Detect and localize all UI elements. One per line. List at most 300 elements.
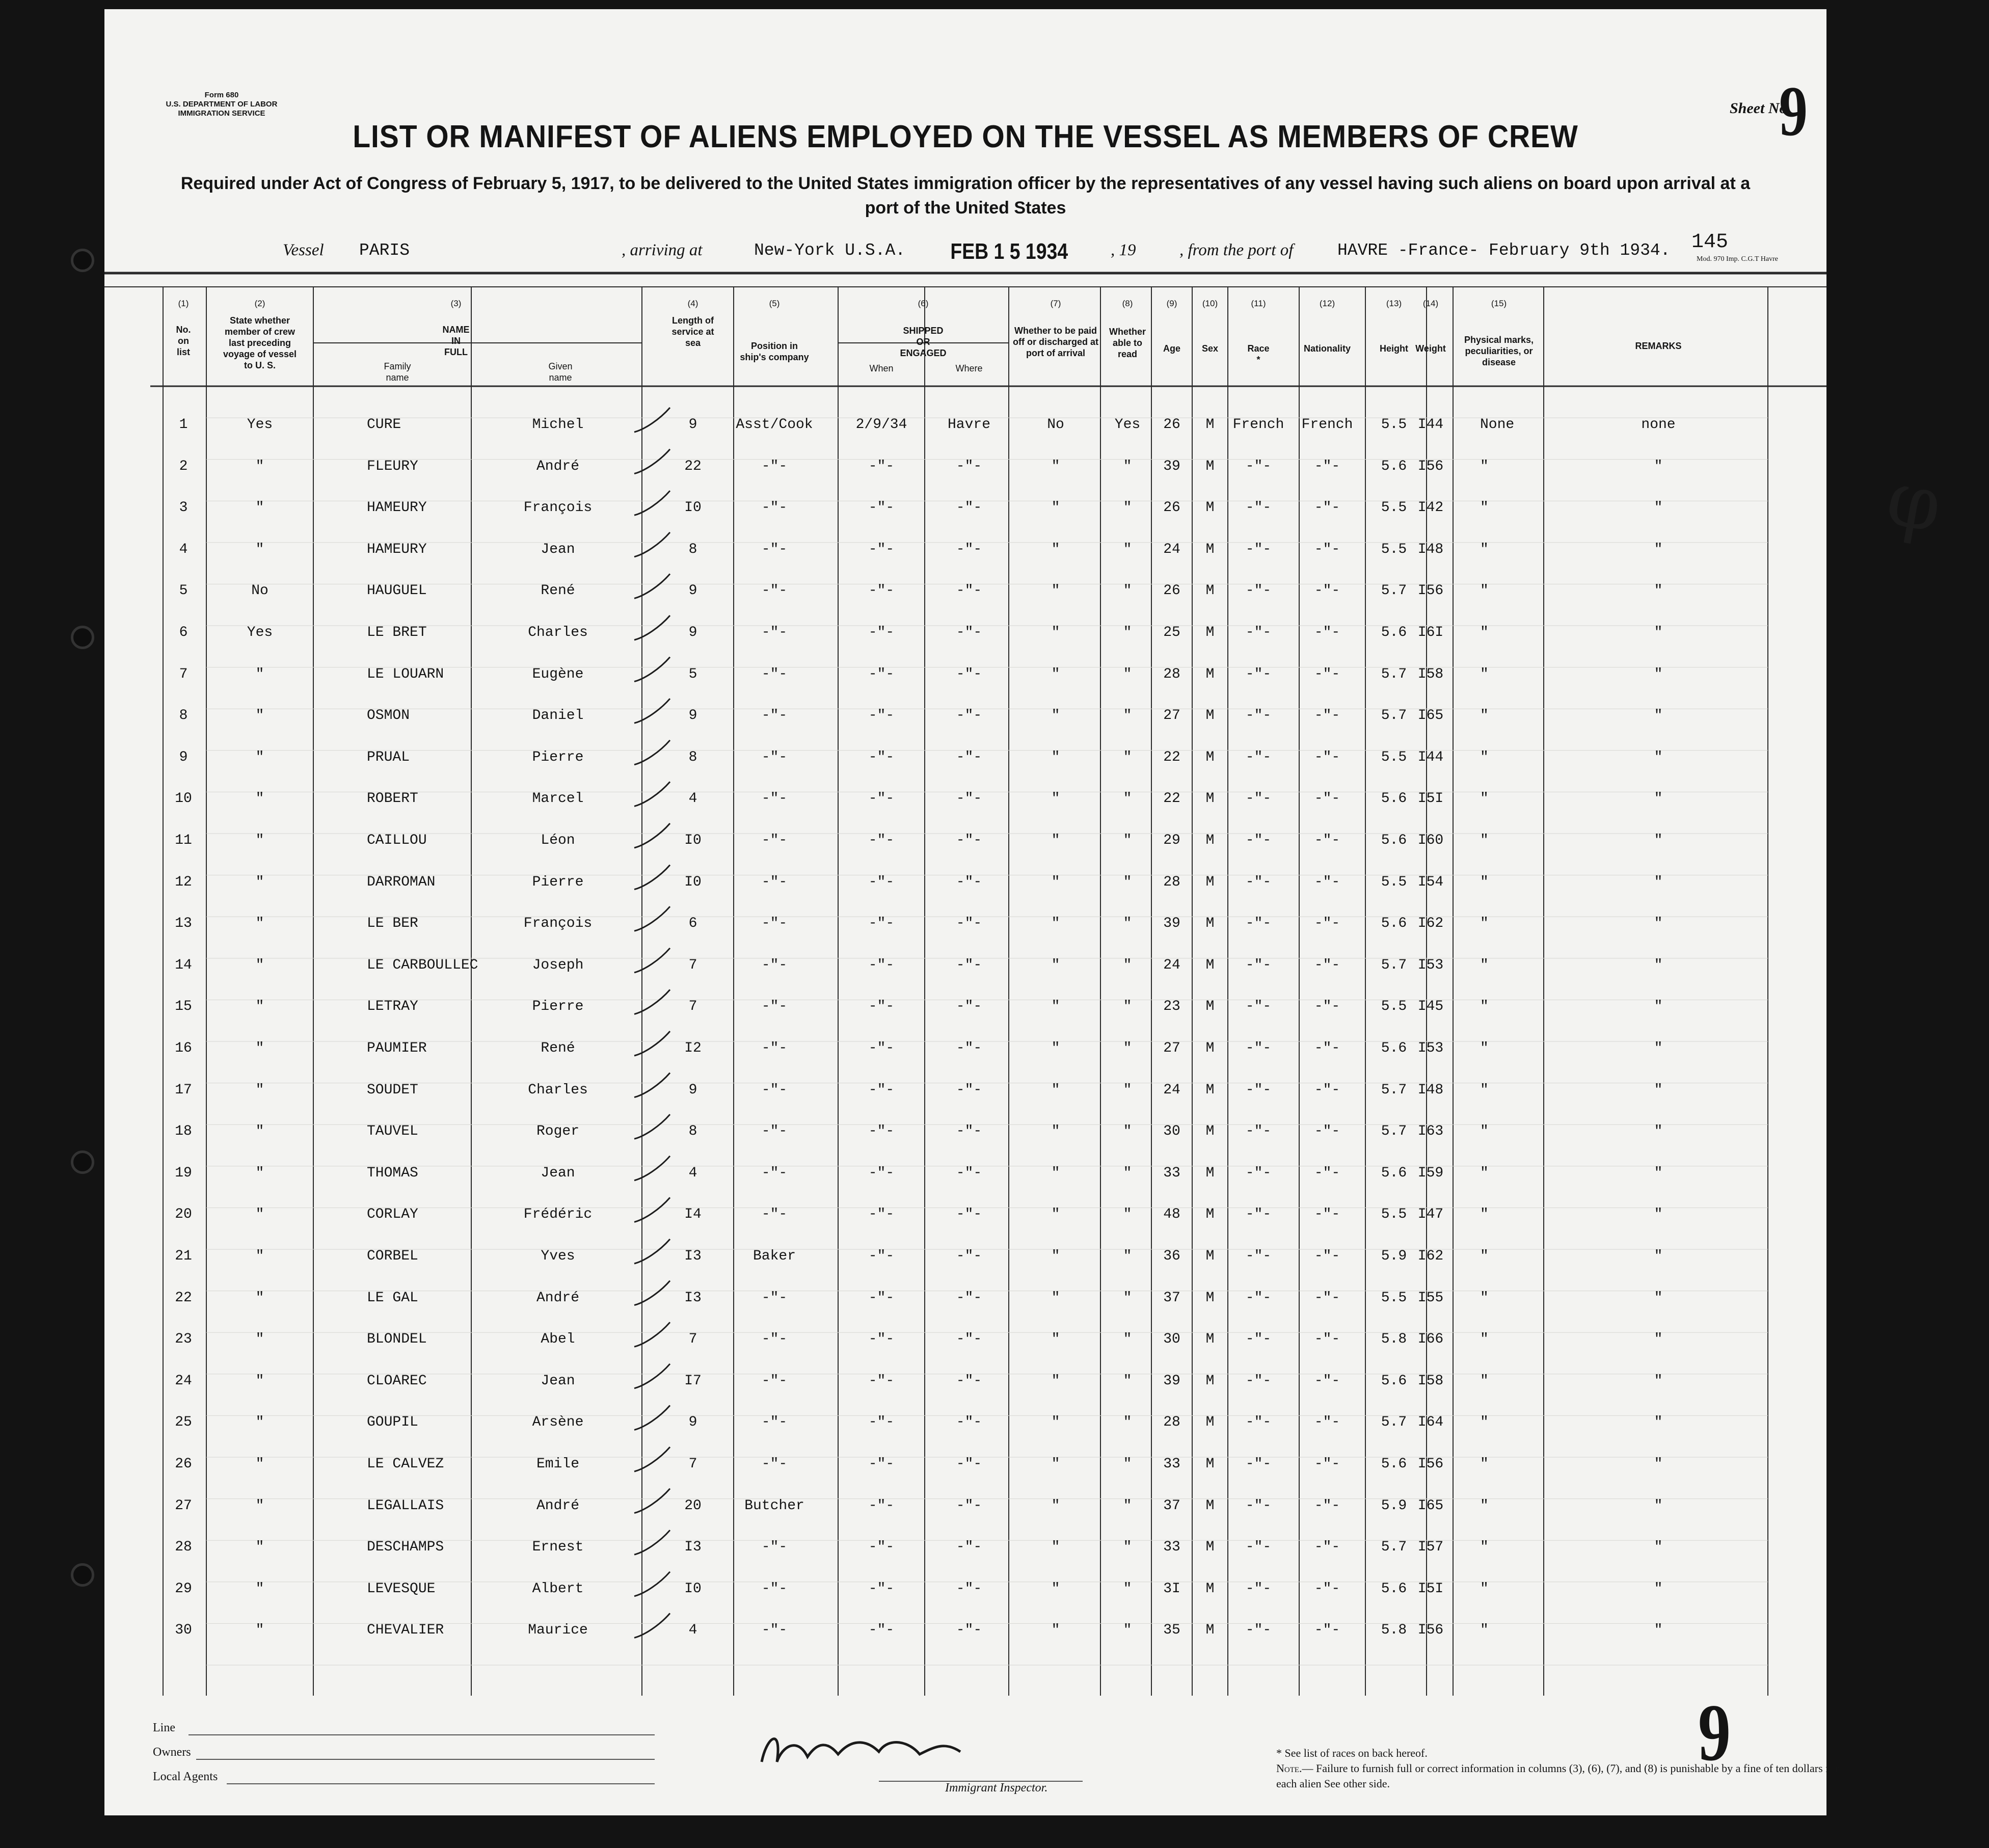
- cell-family: LE CALVEZ: [367, 1456, 444, 1472]
- cell-paid: ": [1051, 1165, 1060, 1181]
- cell-given: Jean: [541, 1373, 575, 1389]
- cell-family: LE GAL: [367, 1290, 418, 1306]
- cell-sex: M: [1205, 417, 1215, 433]
- check-mark: [634, 1489, 670, 1513]
- cell-no: 1: [179, 417, 188, 433]
- cell-paid: ": [1051, 749, 1060, 765]
- cell-marks: ": [1480, 874, 1489, 890]
- cell-weight: I53: [1417, 957, 1444, 973]
- cell-weight: I58: [1417, 1373, 1444, 1389]
- service-name: IMMIGRATION SERVICE: [178, 109, 265, 118]
- cell-when: -"-: [868, 1040, 895, 1056]
- cell-length: I3: [684, 1248, 702, 1264]
- cell-sex: M: [1205, 1248, 1215, 1264]
- cell-nat: -"-: [1314, 1539, 1340, 1556]
- cell-length: 9: [688, 583, 697, 599]
- cell-height: 5.5: [1381, 500, 1407, 516]
- from-port-label: , from the port of: [1179, 241, 1294, 259]
- cell-read: ": [1123, 1207, 1132, 1223]
- cell-paid: ": [1051, 1331, 1060, 1348]
- cell-read: ": [1123, 749, 1132, 765]
- cell-given: Pierre: [532, 874, 584, 890]
- cell-read: ": [1123, 625, 1132, 640]
- cell-read: ": [1123, 583, 1132, 599]
- cell-sex: M: [1205, 583, 1215, 599]
- cell-read: ": [1123, 1373, 1132, 1389]
- cell-age: 24: [1163, 1082, 1180, 1098]
- cell-marks: ": [1480, 1373, 1489, 1389]
- cell-read: ": [1123, 1290, 1132, 1306]
- cell-position: -"-: [761, 708, 788, 724]
- cell-no: 25: [175, 1414, 192, 1431]
- cell-read: ": [1123, 957, 1132, 973]
- cell-given: François: [523, 500, 593, 516]
- cell-age: 24: [1163, 957, 1180, 973]
- cell-read: ": [1123, 1414, 1132, 1431]
- cell-nat: -"-: [1314, 957, 1340, 973]
- cell-state: ": [255, 666, 264, 682]
- binder-hole: [71, 1563, 94, 1587]
- cell-length: I0: [684, 874, 702, 890]
- header-name-in-full: NAME IN FULL: [442, 325, 470, 357]
- cell-weight: I5I: [1417, 1581, 1444, 1597]
- cell-position: -"-: [761, 916, 788, 932]
- cell-sex: M: [1205, 1082, 1215, 1098]
- cell-marks: ": [1480, 541, 1489, 557]
- cell-given: Ernest: [532, 1539, 584, 1556]
- cell-length: I7: [684, 1373, 702, 1389]
- cell-weight: I42: [1417, 500, 1444, 516]
- cell-length: I0: [684, 1581, 702, 1597]
- cell-position: -"-: [761, 874, 788, 890]
- cell-length: I3: [684, 1290, 702, 1306]
- cell-where: -"-: [956, 666, 982, 682]
- cell-height: 5.7: [1381, 1539, 1407, 1556]
- cell-nat: -"-: [1314, 458, 1340, 474]
- cell-age: 30: [1163, 1123, 1180, 1140]
- cell-when: -"-: [868, 749, 895, 765]
- cell-weight: I59: [1417, 1165, 1444, 1181]
- cell-height: 5.7: [1381, 583, 1407, 599]
- cell-where: -"-: [956, 791, 982, 807]
- column-number: (12): [1319, 299, 1335, 308]
- cell-remarks: ": [1654, 1165, 1663, 1181]
- from-port: HAVRE -France- February 9th 1934.: [1337, 241, 1671, 260]
- cell-height: 5.7: [1381, 1414, 1407, 1431]
- cell-nat: -"-: [1314, 1040, 1340, 1056]
- column-number: (15): [1491, 299, 1507, 308]
- cell-remarks: ": [1654, 749, 1663, 765]
- cell-paid: ": [1051, 916, 1060, 932]
- cell-family: HAMEURY: [367, 541, 427, 557]
- cell-no: 8: [179, 708, 188, 724]
- cell-marks: ": [1480, 625, 1489, 640]
- check-mark: [634, 1281, 670, 1305]
- cell-position: -"-: [761, 583, 788, 599]
- cell-paid: ": [1051, 1207, 1060, 1223]
- cell-no: 27: [175, 1497, 192, 1514]
- header-state: State whether member of crew last preceding voyage of vessel to U. S.: [223, 315, 297, 370]
- cell-where: -"-: [956, 1248, 982, 1264]
- cell-read: ": [1123, 1456, 1132, 1472]
- cell-marks: ": [1480, 957, 1489, 973]
- cell-marks: ": [1480, 1165, 1489, 1181]
- cell-where: -"-: [956, 1040, 982, 1056]
- check-mark: [634, 1405, 670, 1430]
- cell-given: Marcel: [532, 791, 584, 807]
- cell-nat: -"-: [1314, 833, 1340, 848]
- cell-no: 6: [179, 625, 188, 640]
- cell-length: 8: [688, 541, 697, 557]
- check-mark: [634, 657, 670, 682]
- cell-when: -"-: [868, 625, 895, 640]
- cell-state: ": [255, 874, 264, 890]
- cell-length: 4: [688, 1622, 697, 1639]
- cell-remarks: ": [1654, 1581, 1663, 1597]
- cell-given: René: [541, 1040, 575, 1056]
- check-mark: [634, 532, 670, 557]
- cell-read: ": [1123, 916, 1132, 932]
- cell-when: 2/9/34: [855, 417, 907, 433]
- header-when: When: [869, 363, 894, 373]
- cell-paid: ": [1051, 874, 1060, 890]
- cell-state: ": [255, 791, 264, 807]
- cell-race: -"-: [1245, 1207, 1272, 1223]
- cell-when: -"-: [868, 1414, 895, 1431]
- cell-no: 14: [175, 957, 192, 973]
- cell-weight: I44: [1417, 749, 1444, 765]
- cell-when: -"-: [868, 1456, 895, 1472]
- cell-given: François: [523, 916, 593, 932]
- cell-weight: I56: [1417, 1622, 1444, 1639]
- cell-read: ": [1123, 708, 1132, 724]
- cell-nat: -"-: [1314, 916, 1340, 932]
- column-number: (7): [1050, 299, 1061, 308]
- header-no-on-list: No. on list: [176, 325, 191, 357]
- cell-race: -"-: [1245, 708, 1272, 724]
- cell-read: ": [1123, 1123, 1132, 1140]
- cell-state: ": [255, 708, 264, 724]
- cell-state: ": [255, 833, 264, 848]
- cell-remarks: ": [1654, 957, 1663, 973]
- cell-state: ": [255, 749, 264, 765]
- cell-marks: ": [1480, 1456, 1489, 1472]
- cell-when: -"-: [868, 791, 895, 807]
- cell-when: -"-: [868, 666, 895, 682]
- cell-length: I2: [684, 1040, 702, 1056]
- cell-paid: ": [1051, 1373, 1060, 1389]
- cell-sex: M: [1205, 1165, 1215, 1181]
- cell-family: LEVESQUE: [367, 1581, 436, 1597]
- cell-family: LE BRET: [367, 625, 427, 640]
- column-number: (3): [450, 299, 462, 308]
- cell-weight: I56: [1417, 1456, 1444, 1472]
- cell-paid: ": [1051, 1581, 1060, 1597]
- header-nationality: Nationality: [1303, 343, 1351, 354]
- cell-nat: -"-: [1314, 500, 1340, 516]
- cell-height: 5.6: [1381, 1373, 1407, 1389]
- cell-age: 29: [1163, 833, 1180, 848]
- cell-state: ": [255, 1331, 264, 1348]
- check-mark: [634, 1364, 670, 1388]
- cell-length: 9: [688, 1414, 697, 1431]
- cell-position: -"-: [761, 1331, 788, 1348]
- cell-age: 39: [1163, 458, 1180, 474]
- cell-sex: M: [1205, 1539, 1215, 1556]
- cell-race: -"-: [1245, 1414, 1272, 1431]
- cell-state: ": [255, 1373, 264, 1389]
- cell-nat: -"-: [1314, 1622, 1340, 1639]
- header-sex: Sex: [1201, 343, 1219, 354]
- cell-race: -"-: [1245, 749, 1272, 765]
- cell-weight: I65: [1417, 1497, 1444, 1514]
- cell-sex: M: [1205, 1331, 1215, 1348]
- cell-marks: ": [1480, 1082, 1489, 1098]
- cell-family: ROBERT: [367, 791, 418, 807]
- cell-nat: -"-: [1314, 1456, 1340, 1472]
- cell-weight: I63: [1417, 1123, 1444, 1140]
- inspector-label: Immigrant Inspector.: [945, 1781, 1048, 1795]
- cell-state: ": [255, 1456, 264, 1472]
- cell-read: ": [1123, 874, 1132, 890]
- arriving-label: , arriving at: [622, 241, 703, 259]
- cell-height: 5.6: [1381, 791, 1407, 807]
- cell-read: ": [1123, 500, 1132, 516]
- cell-weight: I48: [1417, 1082, 1444, 1098]
- year-label: , 19: [1111, 241, 1136, 259]
- cell-state: ": [255, 1248, 264, 1264]
- cell-weight: I44: [1417, 417, 1444, 433]
- cell-height: 5.7: [1381, 708, 1407, 724]
- cell-height: 5.5: [1381, 999, 1407, 1015]
- cell-paid: ": [1051, 957, 1060, 973]
- cell-race: -"-: [1245, 541, 1272, 557]
- cell-age: 24: [1163, 541, 1180, 557]
- cell-race: -"-: [1245, 1290, 1272, 1306]
- cell-age: 28: [1163, 874, 1180, 890]
- cell-when: -"-: [868, 500, 895, 516]
- cell-age: 39: [1163, 1373, 1180, 1389]
- line-label: Line: [153, 1721, 175, 1734]
- cell-where: -"-: [956, 833, 982, 848]
- inspector-signature: [762, 1739, 960, 1762]
- races-note: * See list of races on back hereof.: [1276, 1747, 1428, 1759]
- cell-nat: -"-: [1314, 1165, 1340, 1181]
- cell-where: -"-: [956, 874, 982, 890]
- cell-marks: ": [1480, 708, 1489, 724]
- cell-marks: ": [1480, 1581, 1489, 1597]
- cell-age: 33: [1163, 1539, 1180, 1556]
- cell-remarks: ": [1654, 1331, 1663, 1348]
- cell-age: 26: [1163, 583, 1180, 599]
- cell-sex: M: [1205, 1581, 1215, 1597]
- cell-length: 9: [688, 417, 697, 433]
- header-height: Height: [1380, 343, 1408, 354]
- cell-age: 37: [1163, 1497, 1180, 1514]
- cell-remarks: ": [1654, 625, 1663, 640]
- cell-paid: ": [1051, 833, 1060, 848]
- cell-remarks: ": [1654, 500, 1663, 516]
- document-title: LIST OR MANIFEST OF ALIENS EMPLOYED ON THE VESSEL AS MEMBERS OF CREW: [353, 119, 1578, 154]
- cell-remarks: ": [1654, 541, 1663, 557]
- check-mark: [634, 615, 670, 640]
- cell-weight: I64: [1417, 1414, 1444, 1431]
- cell-remarks: ": [1654, 583, 1663, 599]
- cell-given: Frédéric: [523, 1207, 593, 1223]
- cell-family: DESCHAMPS: [367, 1539, 444, 1556]
- cell-no: 15: [175, 999, 192, 1015]
- cell-paid: ": [1051, 1539, 1060, 1556]
- cell-family: LE LOUARN: [367, 666, 444, 682]
- cell-marks: ": [1480, 583, 1489, 599]
- cell-weight: I56: [1417, 458, 1444, 474]
- cell-family: CHEVALIER: [367, 1622, 444, 1639]
- header-able-to-read: Whether able to read: [1109, 327, 1146, 359]
- cell-height: 5.6: [1381, 833, 1407, 848]
- cell-read: ": [1123, 1581, 1132, 1597]
- cell-read: ": [1123, 1165, 1132, 1181]
- cell-paid: ": [1051, 666, 1060, 682]
- cell-no: 23: [175, 1331, 192, 1348]
- cell-nat: -"-: [1314, 1497, 1340, 1514]
- cell-sex: M: [1205, 1414, 1215, 1431]
- cell-marks: ": [1480, 833, 1489, 848]
- cell-sex: M: [1205, 1040, 1215, 1056]
- header-position: Position in ship's company: [740, 341, 809, 362]
- cell-where: -"-: [956, 458, 982, 474]
- cell-paid: ": [1051, 1082, 1060, 1098]
- cell-where: -"-: [956, 625, 982, 640]
- cell-when: -"-: [868, 1539, 895, 1556]
- check-mark: [634, 408, 670, 432]
- cell-age: 39: [1163, 916, 1180, 932]
- cell-given: Charles: [528, 1082, 588, 1098]
- check-mark: [634, 1530, 670, 1555]
- cell-when: -"-: [868, 1373, 895, 1389]
- cell-paid: ": [1051, 1622, 1060, 1639]
- cell-age: 22: [1163, 791, 1180, 807]
- header-length-of-service: Length of service at sea: [671, 315, 714, 348]
- cell-weight: I57: [1417, 1539, 1444, 1556]
- cell-remarks: none: [1641, 417, 1676, 433]
- cell-remarks: ": [1654, 833, 1663, 848]
- cell-length: 4: [688, 791, 697, 807]
- cell-weight: I56: [1417, 583, 1444, 599]
- cell-remarks: ": [1654, 791, 1663, 807]
- cell-remarks: ": [1654, 1040, 1663, 1056]
- cell-state: ": [255, 1165, 264, 1181]
- cell-paid: No: [1047, 417, 1064, 433]
- cell-length: 9: [688, 625, 697, 640]
- cell-state: ": [255, 1414, 264, 1431]
- cell-remarks: ": [1654, 916, 1663, 932]
- cell-sex: M: [1205, 666, 1215, 682]
- cell-given: Daniel: [532, 708, 584, 724]
- cell-remarks: ": [1654, 1207, 1663, 1223]
- sheet-number: 9: [1779, 72, 1808, 151]
- cell-length: 9: [688, 1082, 697, 1098]
- cell-length: 6: [688, 916, 697, 932]
- cell-remarks: ": [1654, 1373, 1663, 1389]
- cell-race: -"-: [1245, 1248, 1272, 1264]
- cell-race: -"-: [1245, 1040, 1272, 1056]
- cell-marks: ": [1480, 791, 1489, 807]
- cell-where: -"-: [956, 583, 982, 599]
- arriving-port: New-York U.S.A.: [754, 241, 906, 260]
- cell-nat: -"-: [1314, 999, 1340, 1015]
- cell-family: LEGALLAIS: [367, 1497, 444, 1514]
- cell-read: ": [1123, 1040, 1132, 1056]
- cell-marks: ": [1480, 1414, 1489, 1431]
- printer-note: Mod. 970 Imp. C.G.T Havre: [1697, 255, 1778, 263]
- cell-remarks: ": [1654, 1539, 1663, 1556]
- cell-no: 10: [175, 791, 192, 807]
- cell-height: 5.6: [1381, 1581, 1407, 1597]
- form-number: Form 680: [204, 91, 239, 99]
- binder-hole: [71, 249, 94, 272]
- cell-race: -"-: [1245, 1456, 1272, 1472]
- cell-sex: M: [1205, 1622, 1215, 1639]
- cell-position: -"-: [761, 1539, 788, 1556]
- cell-no: 19: [175, 1165, 192, 1181]
- cell-no: 18: [175, 1123, 192, 1140]
- cell-no: 22: [175, 1290, 192, 1306]
- cell-age: 26: [1163, 417, 1180, 433]
- cell-given: René: [541, 583, 575, 599]
- cell-read: ": [1123, 1497, 1132, 1514]
- cell-state: Yes: [247, 625, 273, 640]
- cell-family: LE BER: [367, 916, 418, 932]
- cell-paid: ": [1051, 1497, 1060, 1514]
- cell-length: I3: [684, 1539, 702, 1556]
- cell-race: -"-: [1245, 583, 1272, 599]
- cell-paid: ": [1051, 708, 1060, 724]
- cell-position: -"-: [761, 458, 788, 474]
- cell-height: 5.5: [1381, 541, 1407, 557]
- cell-family: OSMON: [367, 708, 410, 724]
- cell-nat: -"-: [1314, 541, 1340, 557]
- cell-remarks: ": [1654, 1497, 1663, 1514]
- check-mark: [634, 491, 670, 515]
- cell-age: 27: [1163, 708, 1180, 724]
- cell-race: -"-: [1245, 1539, 1272, 1556]
- cell-read: ": [1123, 666, 1132, 682]
- cell-state: ": [255, 1290, 264, 1306]
- column-number: (6): [918, 299, 929, 308]
- cell-nat: -"-: [1314, 749, 1340, 765]
- cell-length: 7: [688, 1456, 697, 1472]
- owners-label: Owners: [153, 1746, 191, 1759]
- cell-nat: -"-: [1314, 625, 1340, 640]
- cell-where: -"-: [956, 749, 982, 765]
- cell-state: ": [255, 1040, 264, 1056]
- cell-sex: M: [1205, 1456, 1215, 1472]
- cell-position: -"-: [761, 1082, 788, 1098]
- cell-weight: I53: [1417, 1040, 1444, 1056]
- cell-where: -"-: [956, 541, 982, 557]
- note-text: Failure to furnish full or correct information in columns (3), (6), (7), and (8) is punishable by a fine of ten dollars for each alien See other side.: [1276, 1762, 1839, 1790]
- cell-nat: -"-: [1314, 1207, 1340, 1223]
- cell-height: 5.7: [1381, 666, 1407, 682]
- cell-when: -"-: [868, 916, 895, 932]
- cell-when: -"-: [868, 1290, 895, 1306]
- cell-length: 7: [688, 957, 697, 973]
- cell-marks: ": [1480, 666, 1489, 682]
- cell-no: 9: [179, 749, 188, 765]
- cell-marks: ": [1480, 1123, 1489, 1140]
- cell-state: ": [255, 1622, 264, 1639]
- header-shipped-engaged: SHIPPED OR ENGAGED: [900, 326, 947, 358]
